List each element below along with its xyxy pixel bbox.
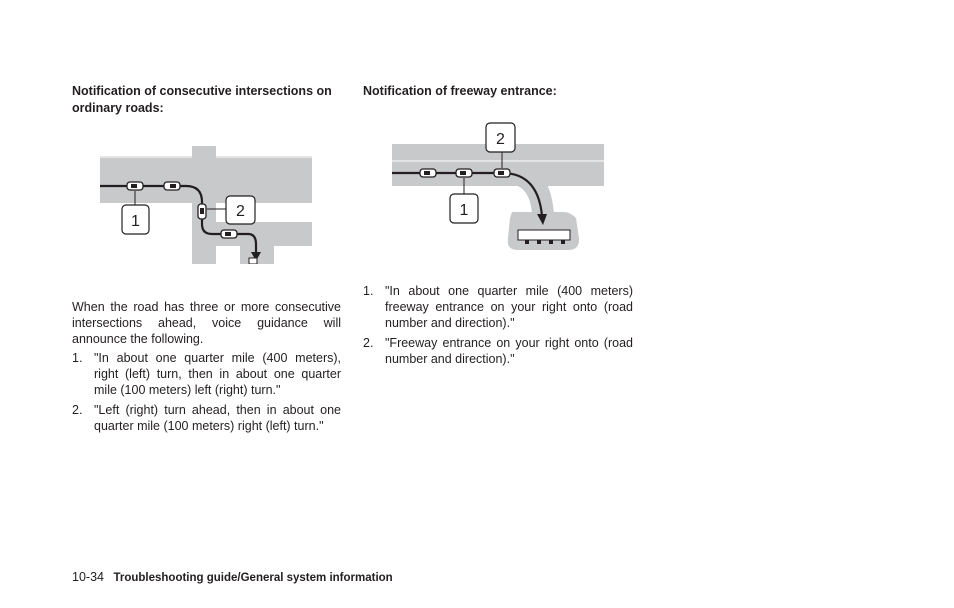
car-icon xyxy=(494,169,510,177)
car-icon xyxy=(198,204,206,219)
car-icon xyxy=(221,230,237,238)
list-item xyxy=(72,402,341,434)
freeway-entrance-steps xyxy=(363,283,633,371)
section-title: Troubleshooting guide/General system information xyxy=(113,572,393,584)
destination-marker xyxy=(249,258,257,264)
section-heading-freeway-entrance: Notification of freeway entrance: xyxy=(363,84,557,98)
car-icon xyxy=(456,169,472,177)
callout-2-label: 2 xyxy=(236,203,245,220)
list-item xyxy=(363,283,633,332)
callout-2-label: 2 xyxy=(496,131,505,148)
list-item xyxy=(72,350,341,399)
page-number: 10-34 xyxy=(72,570,104,584)
list-item-text: "Freeway entrance on your right onto (road number and direction)." xyxy=(385,336,633,367)
section-heading-consecutive-intersections: Notification of consecutive intersections on ordinary roads: xyxy=(72,84,332,115)
consecutive-intersections-steps xyxy=(72,350,341,438)
list-item-text: "In about one quarter mile (400 meters), right (left) turn, then in about one quarter mile (100 meters) left (right) turn." xyxy=(94,351,341,398)
car-icon xyxy=(127,182,143,190)
page-footer xyxy=(72,570,393,584)
callout-1-label: 1 xyxy=(459,202,469,219)
callout-1-label: 1 xyxy=(131,213,140,230)
list-item-text: "In about one quarter mile (400 meters) freeway entrance on your right onto (road number and direction)." xyxy=(385,284,633,331)
consecutive-intersections-diagram xyxy=(100,146,312,264)
list-item-number: 2. xyxy=(363,336,374,351)
freeway-entrance-diagram xyxy=(392,122,604,252)
list-item-number: 1. xyxy=(363,284,374,298)
car-icon xyxy=(420,169,436,177)
freeway-sign xyxy=(518,230,570,240)
list-item-text: "Left (right) turn ahead, then in about one quarter mile (100 meters) right (left) turn." xyxy=(94,403,341,434)
list-item-number: 1. xyxy=(72,351,83,365)
list-item xyxy=(363,335,633,367)
intro-paragraph: When the road has three or more consecutive intersections ahead, voice guidance will announce the following. xyxy=(72,300,341,347)
car-icon xyxy=(164,182,180,190)
list-item-number: 2. xyxy=(72,403,83,418)
